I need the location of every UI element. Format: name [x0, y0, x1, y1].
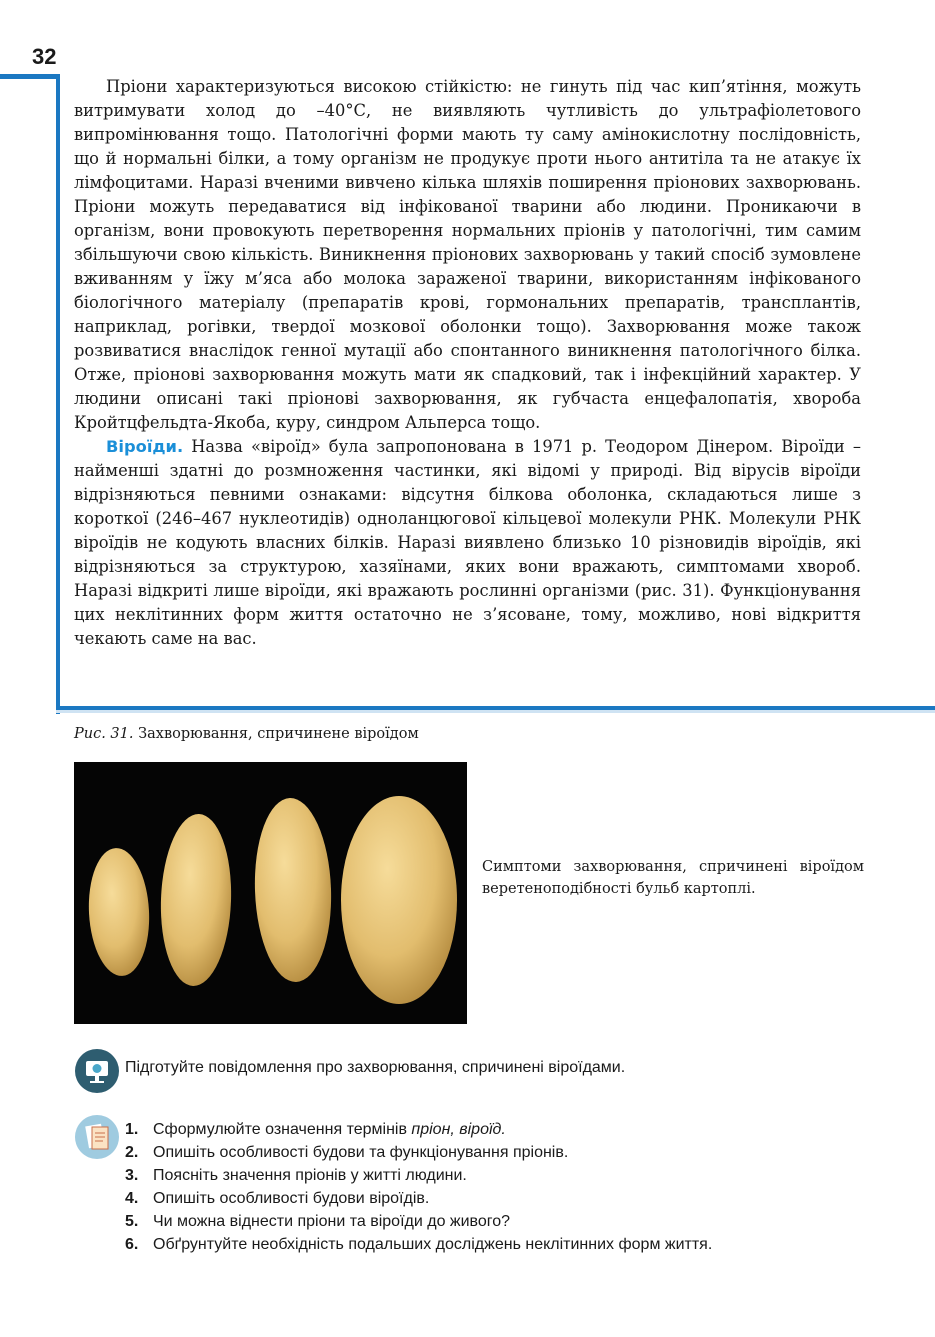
questions-list — [125, 1118, 712, 1256]
question-number: 4. — [125, 1190, 139, 1207]
frame-left-bar — [56, 74, 60, 714]
paragraph-viroids-text: Назва «віроїд» була запропонована в 1971 р. Теодором Дінером. Віроїди – найменші здатні до розмноження частинки, які відомі у природі. Від вірусів віроїди відрізняються певними ознаками: відсутня білкова оболонка, складаються лише з короткої (246–467 нуклеотидів) одноланцюгової кільцевої молекули РНК. Молекули РНК віроїдів не кодують власних білків. Наразі виявлено близько 10 різновидів віроїдів, які відрізняються за структурою, хазяїнами, яких вони вражають, симптомами хвороб. Наразі відкриті лише віроїди, які вражають рослинні організми (рис. 31). Функціонування цих неклітинних форм життя остаточно не з’ясоване, тому, можливо, нові відкриття чекають саме на вас. — [74, 437, 861, 648]
figure-caption-text: Захворювання, спричинене віроїдом — [138, 726, 419, 742]
figure-label: Рис. 31. — [74, 726, 134, 742]
notes-icon — [75, 1115, 119, 1159]
list-item — [125, 1118, 712, 1141]
question-terms: пріон, віроїд. — [411, 1121, 506, 1138]
question-text: Поясніть значення пріонів у житті людини. — [153, 1167, 467, 1184]
paragraph-prions: Пріони характеризуються високою стійкістю: не гинуть під час кип’ятіння, можуть витримувати холод до –40°С, не виявляють чутливість до ультрафіолетового випромінювання тощо. Патологічні форми мають ту саму амінокислотну послідовність, що й нормальні білки, а тому організм не продукує проти нього антитіла та не атакує їх лімфоцитами. Наразі вченими вивчено кілька шляхів поширення пріонових захворювань. Пріони можуть передаватися від інфікованої тварини або людини. Проникаючи в організм, вони провокують перетворення нормальних пріонів у патологічні, тим самим збільшуючи свою кількість. Виникнення пріонових захворювань у такий спосіб зумовлене вживанням у їжу м’яса або молока зараженої тварини, використанням інфікованого біологічного матеріалу (препаратів крові, гормональних препаратів, трансплантів, наприклад, рогівки, твердої мозкової оболонки тощо). Захворювання може також розвиватися внаслідок генної мутації або спонтанного виникнення патологічного білка. Отже, пріонові захворювання можуть мати як спадковий, так і інфекційний характер. У людини описані такі пріонові захворювання, як губчаста енцефалопатія, хвороба Кройтцфельдта-Якоба, куру, синдром Альперса тощо. — [74, 77, 861, 432]
frame-bottom-bar — [56, 706, 935, 713]
question-number: 6. — [125, 1236, 139, 1253]
question-number: 2. — [125, 1144, 139, 1161]
list-item — [125, 1233, 712, 1256]
question-number: 3. — [125, 1167, 139, 1184]
term-viroids: Віроїди. — [106, 437, 184, 456]
list-item — [125, 1187, 712, 1210]
task-text: Підготуйте повідомлення про захворювання, спричинені віроїдами. — [125, 1059, 626, 1076]
potato-photo — [74, 762, 467, 1024]
list-item — [125, 1210, 712, 1233]
question-text: Чи можна віднести пріони та віроїди до живого? — [153, 1213, 511, 1230]
question-number: 5. — [125, 1213, 139, 1230]
question-text: Опишіть особливості будови віроїдів. — [153, 1190, 430, 1207]
potato-normal — [341, 796, 457, 1004]
question-number: 1. — [125, 1121, 139, 1138]
potato-tubers-image — [74, 762, 467, 1024]
list-item — [125, 1141, 712, 1164]
figure-side-note: Симптоми захворювання, спричинені віроїдом веретеноподібності бульб картоплі. — [482, 859, 864, 897]
figure-caption — [74, 726, 419, 742]
main-text — [74, 75, 861, 651]
page-number: 32 — [32, 44, 57, 69]
question-text: Опишіть особливості будови та функціонування пріонів. — [153, 1144, 569, 1161]
list-item — [125, 1164, 712, 1187]
question-text-main: Сформулюйте означення термінів — [153, 1121, 412, 1138]
frame-top-bar — [0, 74, 58, 79]
question-text — [153, 1118, 506, 1141]
question-text: Обґрунтуйте необхідність подальших досліджень неклітинних форм життя. — [153, 1236, 713, 1253]
paragraph-viroids — [74, 435, 861, 651]
presentation-icon — [75, 1049, 119, 1093]
